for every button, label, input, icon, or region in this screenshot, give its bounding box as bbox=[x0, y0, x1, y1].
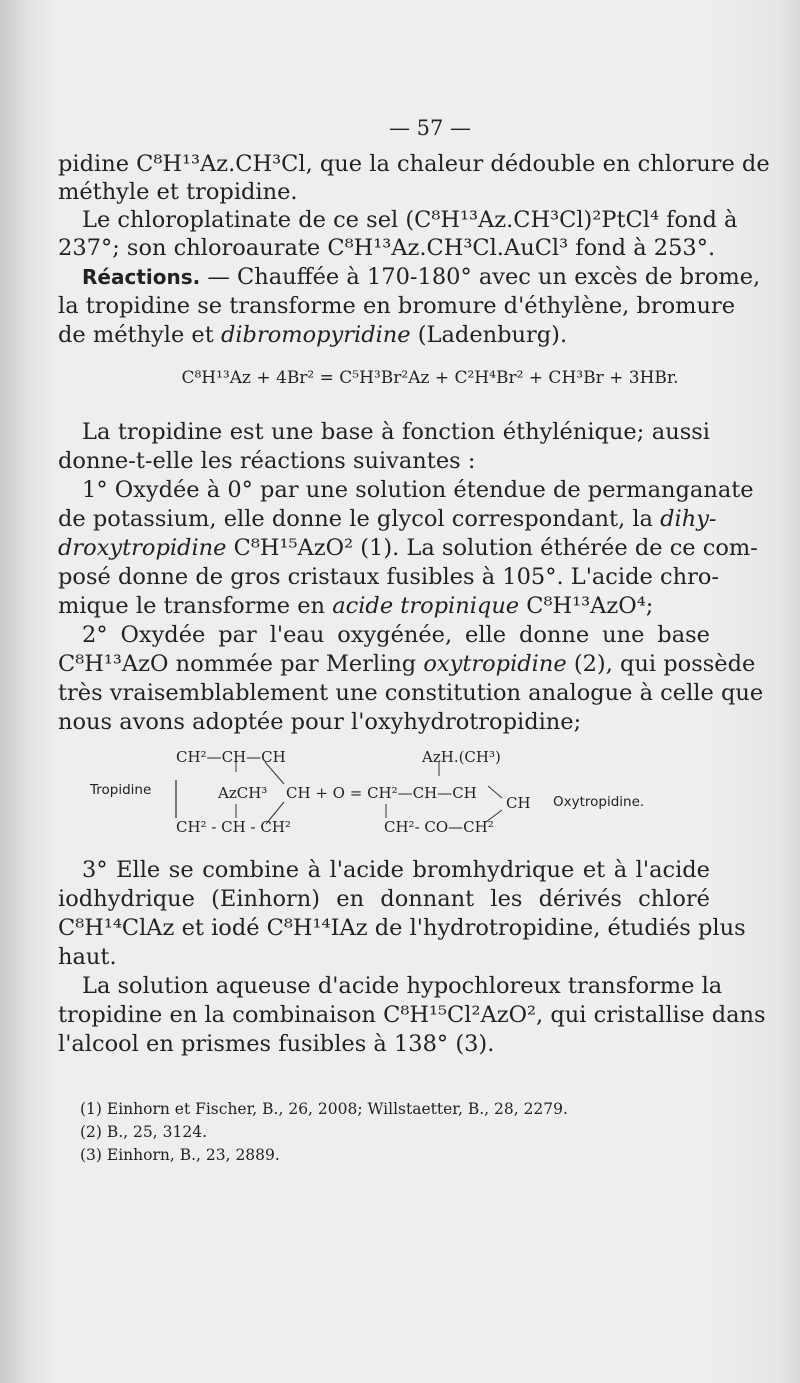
formula-text: AzH.(CH³) bbox=[422, 748, 501, 766]
text-line bbox=[58, 321, 710, 349]
formula-label-oxytropidine: Oxytropidine. bbox=[553, 794, 645, 810]
footnote: (1) Einhorn et Fischer, B., 26, 2008; Willstaetter, B., 28, 2279. bbox=[80, 1100, 568, 1118]
text-line bbox=[58, 534, 758, 562]
text-line: 3° Elle se combine à l'acide bromhydrique et à l'acide bbox=[82, 857, 710, 883]
text-line: C⁸H¹⁴ClAz et iodé C⁸H¹⁴IAz de l'hydrotropidine, étudiés plus bbox=[58, 915, 746, 941]
text-line bbox=[58, 650, 756, 678]
text-span: C⁸H¹³AzO⁴; bbox=[519, 593, 654, 619]
text-line: Le chloroplatinate de ce sel (C⁸H¹³Az.CH³Cl)²PtCl⁴ fond à bbox=[82, 207, 738, 233]
text-span: C⁸H¹⁵AzO² (1). La solution éthérée de ce com- bbox=[226, 535, 758, 561]
text-line: donne-t-elle les réactions suivantes : bbox=[58, 448, 476, 474]
text-line bbox=[82, 263, 761, 291]
text-line: pidine C⁸H¹³Az.CH³Cl, que la chaleur dédouble en chlorure de bbox=[58, 151, 770, 177]
text-line: haut. bbox=[58, 944, 117, 970]
text-span: de méthyle et bbox=[58, 322, 221, 348]
text-line: nous avons adoptée pour l'oxyhydrotropidine; bbox=[58, 709, 582, 735]
text-span: mique le transforme en bbox=[58, 593, 333, 619]
structural-formula bbox=[90, 746, 690, 846]
text-span: de potassium, elle donne le glycol correspondant, la bbox=[58, 506, 661, 532]
italic-term: acide tropinique bbox=[332, 593, 520, 619]
formula-text: CH²—CH—CH bbox=[176, 748, 286, 766]
text-line: très vraisemblablement une constitution analogue à celle que bbox=[58, 680, 764, 706]
footnote: (2) B., 25, 3124. bbox=[80, 1123, 208, 1141]
formula-text: CH + O = CH²—CH—CH bbox=[286, 784, 477, 802]
italic-term: oxytropidine bbox=[423, 651, 567, 677]
text-line bbox=[58, 505, 717, 533]
chemical-equation: C⁸H¹³Az + 4Br² = C⁵H³Br²Az + C²H⁴Br² + CH³Br + 3HBr. bbox=[181, 368, 679, 388]
text-line: iodhydrique (Einhorn) en donnant les dérivés chloré bbox=[58, 886, 710, 912]
text-line: tropidine en la combinaison C⁸H¹⁵Cl²AzO², qui cristallise dans bbox=[58, 1002, 766, 1028]
text-line bbox=[58, 592, 710, 620]
formula-text: CH bbox=[506, 794, 531, 812]
text-line: 2° Oxydée par l'eau oxygénée, elle donne une base bbox=[82, 622, 710, 648]
footnote: (3) Einhorn, B., 23, 2889. bbox=[80, 1146, 280, 1164]
text-line: méthyle et tropidine. bbox=[58, 179, 298, 205]
formula-text: CH² - CH - CH² bbox=[176, 818, 291, 836]
italic-term: dibromopyridine bbox=[220, 322, 411, 348]
italic-term: droxytropidine bbox=[58, 535, 227, 561]
formula-text: CH²- CO—CH² bbox=[384, 818, 494, 836]
text-span: (Ladenburg). bbox=[410, 322, 568, 348]
text-span: C⁸H¹³AzO nommée par Merling bbox=[58, 651, 424, 677]
formula-text: AzCH³ bbox=[218, 784, 268, 802]
text-line: la tropidine se transforme en bromure d'éthylène, bromure bbox=[58, 293, 736, 319]
formula-label-tropidine: Tropidine bbox=[90, 782, 152, 798]
italic-term: dihy- bbox=[660, 506, 717, 532]
text-line: La tropidine est une base à fonction éthylénique; aussi bbox=[82, 419, 710, 445]
text-span: (2), qui possède bbox=[566, 651, 756, 677]
text-line: 237°; son chloroaurate C⁸H¹³Az.CH³Cl.AuCl³ fond à 253°. bbox=[58, 235, 716, 261]
text-line: 1° Oxydée à 0° par une solution étendue de permanganate bbox=[82, 477, 754, 503]
text-line: La solution aqueuse d'acide hypochloreux transforme la bbox=[82, 973, 723, 999]
text-line: posé donne de gros cristaux fusibles à 105°. L'acide chro- bbox=[58, 564, 719, 590]
page-number: — 57 — bbox=[388, 116, 472, 140]
text-line: l'alcool en prismes fusibles à 138° (3). bbox=[58, 1031, 495, 1057]
section-heading: Réactions. bbox=[82, 265, 201, 289]
text-span: — Chauffée à 170-180° avec un excès de brome, bbox=[200, 264, 761, 290]
